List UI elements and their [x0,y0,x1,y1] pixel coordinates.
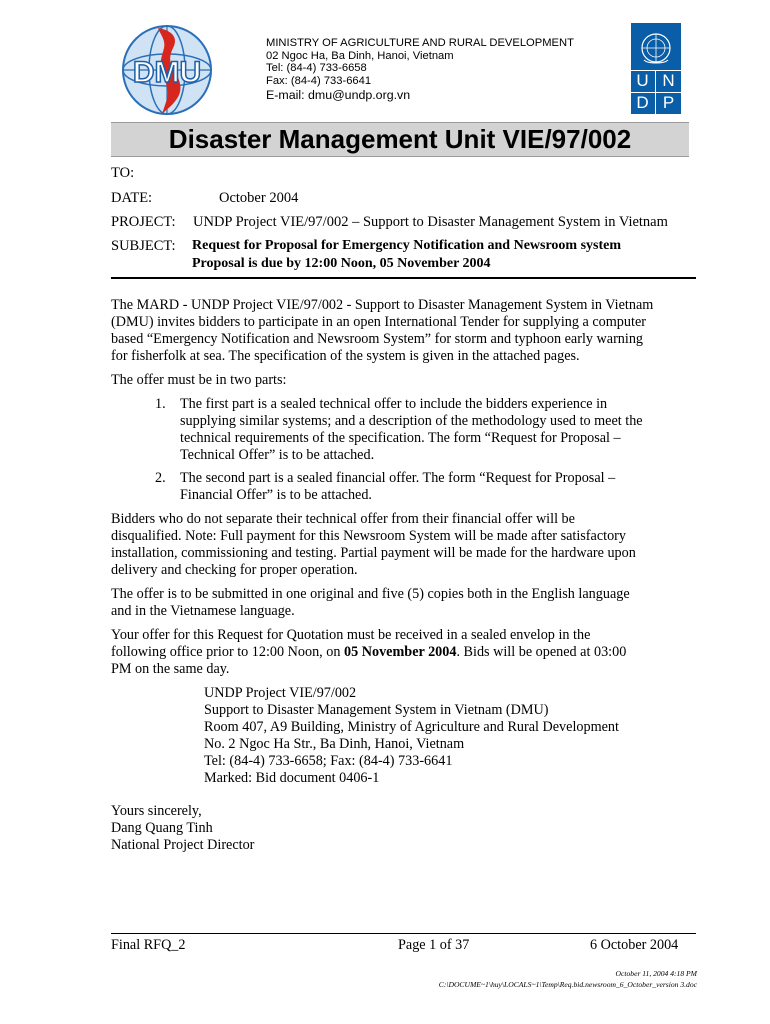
address-line: No. 2 Ngoc Ha Str., Ba Dinh, Hanoi, Vietnam [204,736,465,752]
undp-letter-u: U [636,71,649,90]
ministry-name: MINISTRY OF AGRICULTURE AND RURAL DEVELOPMENT [266,37,574,49]
delivery-address [204,685,619,787]
address-line: Tel: (84-4) 733-6658; Fax: (84-4) 733-6641 [204,753,453,769]
address-line: Marked: Bid document 0406-1 [204,770,380,786]
address-line: Support to Disaster Management System in Vietnam (DMU) [204,702,549,718]
ministry-fax: Fax: (84-4) 733-6641 [266,74,372,87]
copies-paragraph [111,586,701,620]
footer-timestamp: October 11, 2004 4:18 PM [615,969,697,978]
un-emblem-icon [638,30,674,66]
intro-paragraph [111,297,701,365]
footer-divider [111,933,696,934]
paragraph-line: delivery and checking for proper operation. [111,562,358,578]
project-label: PROJECT: [111,214,176,230]
salutation: Yours sincerely, [111,803,202,819]
to-label: TO: [111,165,135,181]
intro-line: (DMU) invites bidders to participate in an open International Tender for supplying a computer [111,314,646,330]
dmu-logo-text: DMU [132,56,202,89]
letterhead [266,37,574,102]
paragraph-line: Your offer for this Request for Quotation must be received in a sealed envelop in the [111,627,591,643]
footer-date: 6 October 2004 [590,937,679,953]
list-item-technical-offer [180,396,700,464]
intro-line: based “Emergency Notification and Newsroom System” for storm and typhoon early warning [111,331,644,347]
undp-letter-d: D [636,93,649,112]
undp-logo [631,23,681,114]
header-divider [111,277,696,279]
paragraph-line: and in the Vietnamese language. [111,603,295,619]
footer-file-path: C:\DOCUME~1\huy\LOCALS~1\Temp\Req.bid.newsroom_6_October_version 3.doc [438,980,697,989]
subject-line-1: Request for Proposal for Emergency Notification and Newsroom system [192,238,622,253]
footer-document-name: Final RFQ_2 [111,937,186,953]
ministry-email: E-mail: dmu@undp.org.vn [266,88,411,103]
dmu-logo [118,22,216,118]
ministry-address: 02 Ngoc Ha, Ba Dinh, Hanoi, Vietnam [266,49,454,62]
paragraph-line: installation, commissioning and testing. Partial payment will be made for the hardware upon [111,545,636,561]
list-item-number: 2. [155,470,166,486]
footer-page-number: Page 1 of 37 [398,937,470,953]
address-line: UNDP Project VIE/97/002 [204,685,357,701]
project-value: UNDP Project VIE/97/002 – Support to Disaster Management System in Vietnam [193,214,668,230]
offer-parts-intro: The offer must be in two parts: [111,372,287,388]
undp-letter-p: P [662,93,675,112]
date-value: October 2004 [219,190,299,206]
list-item-line: The first part is a sealed technical offer to include the bidders experience in [180,396,608,412]
list-item-line: Technical Offer” is to be attached. [180,447,375,463]
signatory-role: National Project Director [111,837,255,853]
deadline-text: following office prior to 12:00 Noon, on [111,644,345,660]
list-item-line: technical requirements of the specification. The form “Request for Proposal – [180,430,621,446]
list-item-number: 1. [155,396,166,412]
paragraph-line: Bidders who do not separate their technical offer from their financial offer will be [111,511,575,527]
disqualification-paragraph [111,511,701,579]
intro-line: The MARD - UNDP Project VIE/97/002 - Support to Disaster Management System in Vietnam [111,297,654,313]
deadline-date: 05 November 2004 [344,644,457,660]
list-item-line: The second part is a sealed financial offer. The form “Request for Proposal – [180,470,616,486]
signatory-name: Dang Quang Tinh [111,820,213,836]
date-label: DATE: [111,190,153,206]
ministry-tel: Tel: (84-4) 733-6658 [266,62,367,75]
paragraph-line [111,644,701,661]
closing-block [111,803,254,854]
list-item-line: Financial Offer” is to be attached. [180,487,372,503]
opening-text: . Bids will be opened at 03:00 [456,644,627,660]
intro-line: for fisherfolk at sea. The specification of the system is given in the attached pages. [111,348,580,364]
title-band [111,122,689,157]
undp-letter-n: N [662,71,675,90]
list-item-financial-offer [180,470,700,504]
list-item-line: supplying similar systems; and a description of the methodology used to meet the [180,413,643,429]
subject-label: SUBJECT: [111,238,176,254]
paragraph-line: The offer is to be submitted in one original and five (5) copies both in the English language [111,586,630,602]
subject-line-2: Proposal is due by 12:00 Noon, 05 November 2004 [192,256,491,271]
document-title: Disaster Management Unit VIE/97/002 [168,124,632,154]
paragraph-line: PM on the same day. [111,661,230,677]
address-line: Room 407, A9 Building, Ministry of Agriculture and Rural Development [204,719,619,735]
submission-paragraph [111,627,701,678]
paragraph-line: disqualified. Note: Full payment for this Newsroom System will be made after satisfactory [111,528,626,544]
